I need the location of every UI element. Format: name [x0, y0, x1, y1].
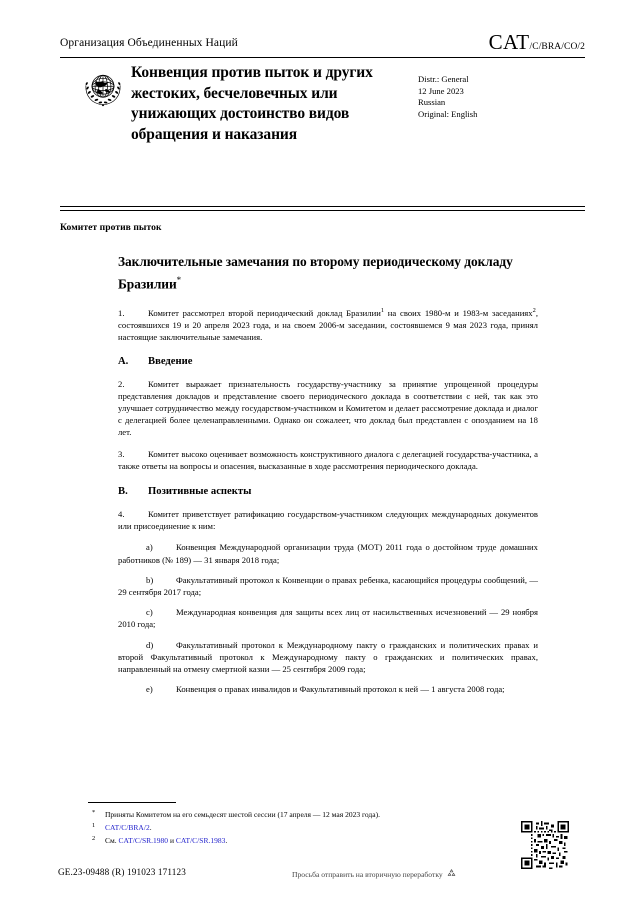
footnote-asterisk: * Приняты Комитетом на его семьдесят шестой сессии (17 апреля — 12 мая 2023 года).: [92, 808, 380, 819]
footnote-2: 2 См. CAT/C/SR.1980 и CAT/C/SR.1983.: [92, 834, 228, 846]
paragraph-text: Комитет высоко оценивает возможность конструктивного диалога с делегацией государства-участника, а также ответы на вопросы и опасения, высказанные в ходе рассмотрения периодического доклада.: [118, 448, 538, 471]
list-item-a: [118, 541, 538, 565]
convention-title: Конвенция против пыток и других жестоких, бесчеловечных или унижающих достоинство видов обращения и наказания: [131, 64, 373, 143]
footnote-text-after: .: [149, 823, 152, 833]
section-heading-b: [118, 486, 538, 497]
paragraph-text-b: на своих 1980-м и 1983-м заседаниях: [384, 308, 533, 318]
paragraph-text-c: , состоявшихся 19 и 20 апреля 2023 года, и на своем 2006-м заседании, состоявшемся 9 мая 2023 года, принял настоящие заключительные замечания.: [118, 308, 538, 343]
footnote-ref-1[interactable]: 1: [380, 307, 385, 315]
paragraph-number: 1.: [118, 308, 125, 318]
recycle-text: Просьба отправить на вторичную переработку: [292, 870, 443, 879]
symbol-sub: /C/BRA/CO/2: [529, 42, 585, 52]
paragraph-text-a: Комитет рассмотрел второй периодический доклад Бразилии: [148, 308, 381, 318]
paragraph-number: 2.: [118, 378, 125, 389]
paragraph-text: Комитет приветствует ратификацию государством-участником следующих международных документов или присоединение к ним:: [118, 509, 538, 532]
footnote-text: См.: [105, 836, 119, 846]
list-item-text: Факультативный протокол к Международному пакту о гражданских и политических правах и второй Факультативный протокол к Международному пакту о гражданских и политических правах, направленный на отмену смертной казни — 25 сентября 2009 года;: [118, 639, 538, 675]
list-item-text: Международная конвенция для защиты всех лиц от насильственных исчезновений — 29 ноября 2010 года;: [118, 607, 538, 630]
list-item-c: [118, 606, 538, 630]
document-code: GE.23-09488 (R) 191023 171123: [58, 867, 187, 877]
header-rule-bottom: [60, 206, 585, 211]
title-footnote-marker: *: [176, 275, 182, 285]
distribution-type: Distr.: General: [418, 74, 469, 84]
footnote-conjunction: и: [168, 836, 176, 846]
section-title-a: Введение: [148, 355, 193, 367]
page-title-text: Заключительные замечания по второму периодическому докладу Бразилии: [118, 254, 513, 292]
paragraph-text: Комитет выражает признательность государству-участнику за принятие упрощенной процедуры представления докладов и представление своего периодического доклада в соответствии с ней, так как это улучшает сотрудничество между государством-участником и Комитетом и делает рассмотрение доклада и диалог с делегацией более целенаправленными. Однако он сожалеет, что доклад был представлен с опозданием на 18 лет.: [118, 378, 538, 438]
list-item-text: Факультативный протокол к Конвенции о правах ребенка, касающийся процедуры сообщений, — 29 сентября 2017 года;: [118, 574, 538, 598]
recycle-notice: [292, 868, 457, 881]
footnote-1: 1 CAT/C/BRA/2.: [92, 821, 152, 833]
footnotes: [92, 810, 522, 850]
list-item-label: b): [146, 574, 154, 585]
list-item-text: Конвенция о правах инвалидов и Факультативный протокол к ней — 1 августа 2008 года;: [176, 684, 505, 695]
distribution-block: [418, 74, 578, 120]
page-title: [118, 253, 538, 293]
list-item-label: e): [146, 684, 153, 695]
section-title-b: Позитивные аспекты: [148, 486, 252, 498]
list-item-d: [118, 639, 538, 676]
header-rule-top: [60, 57, 585, 58]
distribution-date: 12 June 2023: [418, 85, 464, 96]
committee-name: Комитет против пыток: [60, 222, 162, 233]
document-body: [118, 307, 538, 703]
list-item-b: [118, 574, 538, 598]
masthead: [60, 30, 585, 54]
organization-name: Организация Объединенных Наций: [60, 37, 238, 49]
section-heading-a: [118, 356, 538, 367]
symbol-main: CAT: [488, 30, 530, 54]
distribution-original: Original: English: [418, 108, 478, 119]
footnote-ref-2[interactable]: 2: [532, 307, 536, 315]
list-item-text: Конвенция Международной организации труда (МОТ) 2011 года о достойном труде домашних работников (№ 189) — 31 января 2018 года;: [118, 542, 538, 565]
un-emblem: [81, 66, 125, 110]
paragraph-1: [118, 307, 538, 344]
footnote-link-sr-1980[interactable]: CAT/C/SR.1980: [118, 836, 169, 846]
list-item-e: [118, 683, 538, 695]
footnote-text: Приняты Комитетом на его семьдесят шестой сессии (17 апреля — 12 мая 2023 года).: [105, 810, 380, 819]
list-item-label: c): [146, 607, 153, 618]
section-letter-a: A.: [118, 355, 129, 367]
footnote-text-after: .: [225, 836, 228, 846]
qr-code: [521, 821, 569, 869]
paragraph-number: 3.: [118, 448, 125, 459]
recycling-symbol-icon: [446, 868, 457, 881]
footnote-separator: [88, 802, 176, 803]
paragraph-number: 4.: [118, 509, 125, 520]
distribution-language: Russian: [418, 97, 446, 108]
section-letter-b: B.: [118, 486, 128, 498]
list-item-label: d): [146, 639, 154, 650]
footnote-link-cat-c-bra-2[interactable]: CAT/C/BRA/2: [105, 823, 150, 833]
paragraph-3: [118, 448, 538, 472]
footnote-link-sr-1983[interactable]: CAT/C/SR.1983: [175, 836, 226, 846]
document-symbol: [489, 30, 585, 55]
list-item-label: a): [146, 542, 153, 553]
paragraph-4: [118, 508, 538, 532]
paragraph-2: [118, 378, 538, 439]
